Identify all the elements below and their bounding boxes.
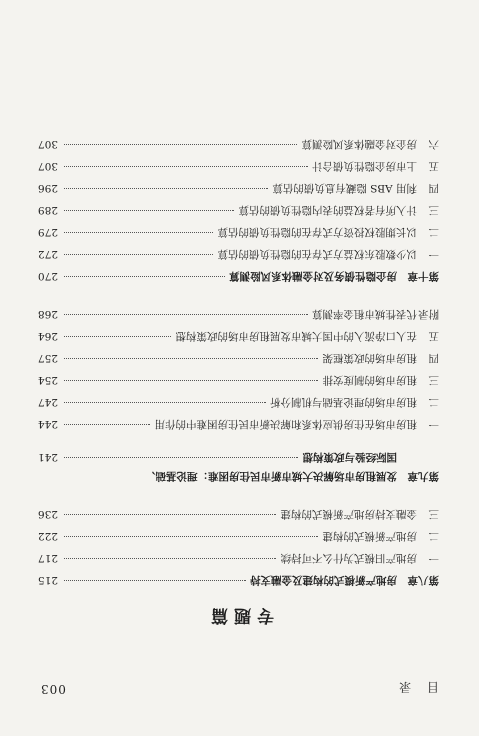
toc-entry-title: 以少数股东权益方式存在的隐性负债的估算 <box>217 248 417 260</box>
toc-dot-leader <box>64 232 214 233</box>
toc-entry-title: 房地产新模式的构建 <box>322 530 417 542</box>
toc-entry-number: 三 <box>428 374 439 386</box>
toc-page-number: 268 <box>38 308 59 320</box>
toc-entry-title: 金融支持房地产新模式的构建 <box>280 508 417 520</box>
toc-entry-row <box>38 370 439 388</box>
toc-dot-leader <box>64 580 246 581</box>
toc-entry-number: 四 <box>428 182 439 194</box>
toc-entry-title: 租房市场在住房供应体系和解决新市民住房困难中的作用 <box>154 418 417 430</box>
toc-dot-leader <box>64 514 277 515</box>
toc-chapter-row <box>38 266 439 284</box>
section-title: 专题篇 <box>205 605 274 625</box>
toc-page-number: 272 <box>38 248 59 260</box>
toc-page-number: 307 <box>38 138 59 150</box>
toc-entry-row <box>38 526 439 544</box>
toc-dot-leader <box>64 457 299 458</box>
toc-page-number: 236 <box>38 508 59 520</box>
toc-page-number: 222 <box>38 530 59 542</box>
toc-page-number: 244 <box>38 418 59 430</box>
toc-entry-title: 租房市场的制度安排 <box>322 374 417 386</box>
toc-entry-title: 房企隐性债务及对金融体系风险测算 <box>229 270 397 282</box>
toc-entry-number: 三 <box>428 204 439 216</box>
toc-dot-leader <box>64 254 214 255</box>
toc-dot-leader <box>64 558 277 559</box>
toc-entry-number: 四 <box>428 352 439 364</box>
toc-entry-number: 第十章 <box>407 270 439 282</box>
toc-page-number: 264 <box>38 330 59 342</box>
toc-entry-title: 租房市场的政策框架 <box>322 352 417 364</box>
toc-entry-row <box>38 447 439 465</box>
toc-entry-number: 六 <box>428 138 439 150</box>
toc-entry-title: 国际经验与政策构想 <box>302 451 397 463</box>
toc-entry-number: 一 <box>428 418 439 430</box>
toc-chapter-row <box>38 570 439 588</box>
toc-dot-leader <box>64 276 225 277</box>
toc-entry-title: 计入所有者权益的表内隐性负债的估算 <box>238 204 417 216</box>
toc-dot-leader <box>64 144 298 145</box>
toc-entry-number: 一 <box>428 552 439 564</box>
toc-entry-row <box>38 504 439 522</box>
toc-entry-number: 第八章 <box>407 574 439 586</box>
toc-entry-title: 代表性城市租金率测算 <box>312 308 417 320</box>
toc-entry-row <box>38 414 439 432</box>
toc-entry-row <box>38 156 439 174</box>
toc-dot-leader <box>64 424 151 425</box>
toc-entry-title: 以长期股权投资方式存在的隐性负债的估算 <box>217 226 417 238</box>
toc-entry-title: 利用 ABS 隐藏有息负债的估算 <box>272 182 417 194</box>
toc-page-number: 254 <box>38 374 59 386</box>
toc-page-number: 279 <box>38 226 59 238</box>
toc-entry-title: 在人口净流入的中国大城市发展租房市场的政策构想 <box>175 330 417 342</box>
toc-page-number: 289 <box>38 204 59 216</box>
toc-entry-title: 上市房企隐性负债合计 <box>312 160 417 172</box>
toc-entry-number: 附录 <box>418 308 439 320</box>
toc-entry-row <box>38 244 439 262</box>
toc-entry-title: 发展租房市场解决大城市新市民住房困难：理论基础、 <box>145 470 397 482</box>
toc-entry-title: 租房市场的理论基础与机制分析 <box>270 396 417 408</box>
toc-entry-row <box>38 548 439 566</box>
toc-entry-number: 二 <box>428 226 439 238</box>
toc-entry-number: 五 <box>428 160 439 172</box>
toc-entry-row <box>38 222 439 240</box>
toc-entry-number: 第九章 <box>407 470 439 482</box>
toc-entry-row <box>38 326 439 344</box>
toc-page-number: 215 <box>38 574 59 586</box>
toc-entry-number: 三 <box>428 508 439 520</box>
running-header: 目 录 <box>393 680 439 694</box>
page-number: 003 <box>40 682 66 696</box>
toc-dot-leader <box>64 336 172 337</box>
toc-entry-row <box>38 200 439 218</box>
toc-page-number: 257 <box>38 352 59 364</box>
toc-dot-leader <box>64 358 319 359</box>
toc-dot-leader <box>64 210 235 211</box>
toc-page-number: 296 <box>38 182 59 194</box>
toc-chapter-row <box>38 466 439 484</box>
toc-entry-row <box>38 304 439 322</box>
toc-entry-number: 二 <box>428 530 439 542</box>
toc-page-number: 217 <box>38 552 59 564</box>
toc-entry-title: 房地产旧模式为什么不可持续 <box>280 552 417 564</box>
toc-page-number: 247 <box>38 396 59 408</box>
toc-entry-title: 房地产新模式的构建及金融支持 <box>250 574 397 586</box>
toc-page-number: 241 <box>38 451 59 463</box>
toc-entry-number: 一 <box>428 248 439 260</box>
toc-page-number: 270 <box>38 270 59 282</box>
toc-dot-leader <box>64 380 319 381</box>
toc-entry-number: 二 <box>428 396 439 408</box>
toc-entry-title: 房企对金融体系风险测算 <box>301 138 417 150</box>
toc-dot-leader <box>64 188 268 189</box>
toc-dot-leader <box>64 314 308 315</box>
toc-dot-leader <box>64 536 319 537</box>
toc-entry-row <box>38 134 439 152</box>
toc-entry-row <box>38 392 439 410</box>
toc-entry-number: 五 <box>428 330 439 342</box>
toc-page-number: 307 <box>38 160 59 172</box>
toc-dot-leader <box>64 166 308 167</box>
toc-entry-row <box>38 178 439 196</box>
toc-dot-leader <box>64 402 266 403</box>
toc-entry-row <box>38 348 439 366</box>
